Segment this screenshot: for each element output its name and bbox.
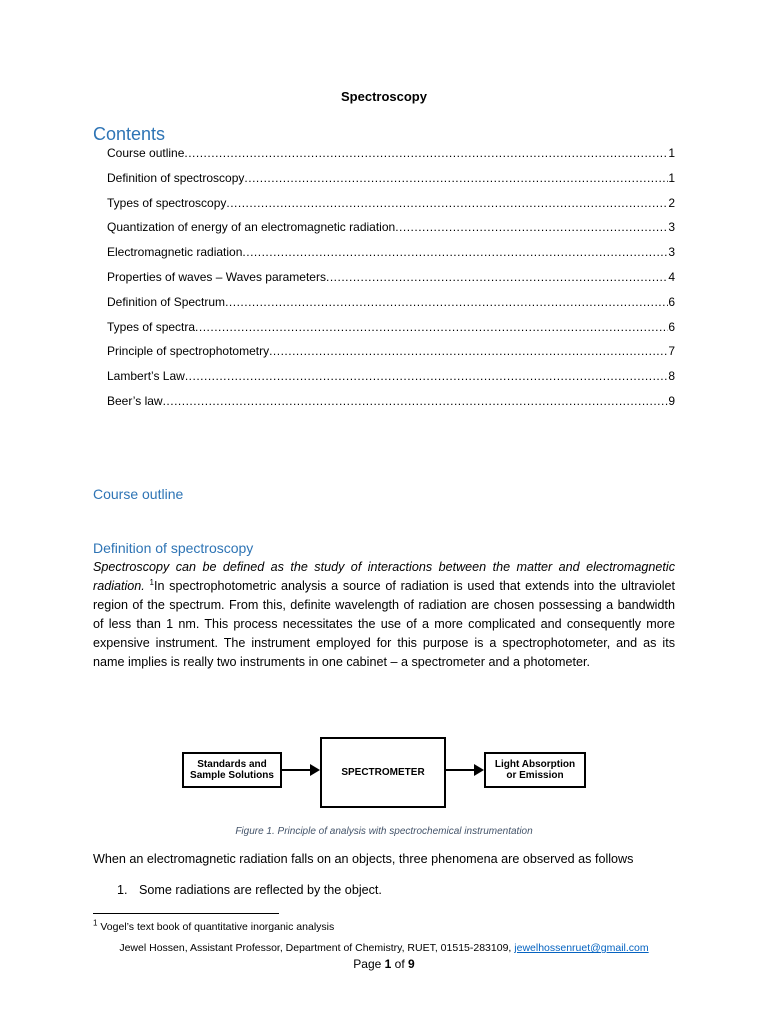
definition-paragraph — [93, 558, 675, 672]
toc-entry-beers-law[interactable]: Beer’s law ..... 9 — [107, 394, 675, 419]
table-of-contents — [107, 146, 675, 419]
page-number: Page 1 of 9 — [353, 957, 415, 971]
toc-entry-definition-of-spectrum[interactable]: Definition of Spectrum ..... 6 — [107, 295, 675, 320]
definition-italic-lead: Spectroscopy can be defined as the study of interactions between the matter and electromagnetic radiation. — [93, 560, 675, 593]
footnote-text: Vogel’s text book of quantitative inorganic analysis — [97, 921, 335, 933]
toc-entry-types-of-spectroscopy[interactable]: Types of spectroscopy ..... 2 — [107, 196, 675, 221]
diagram-arrow-1 — [282, 769, 318, 771]
list-item — [117, 883, 382, 897]
toc-entry-principle[interactable]: Principle of spectrophotometry ..... 7 — [107, 344, 675, 369]
phenomena-intro: When an electromagnetic radiation falls on an objects, three phenomena are observed as follows — [93, 852, 634, 866]
footer-email-link[interactable]: jewelhossenruet@gmail.com — [514, 942, 649, 954]
diagram-box-input: Standards and Sample Solutions — [182, 752, 282, 788]
toc-entry-lamberts-law[interactable]: Lambert’s Law ..... 8 — [107, 369, 675, 394]
figure-caption: Figure 1. Principle of analysis with spectrochemical instrumentation — [235, 826, 533, 837]
section-heading-course-outline: Course outline — [93, 486, 184, 502]
figure-spectrometer-diagram — [178, 732, 590, 812]
toc-entry-course-outline[interactable]: Course outline ..... 1 — [107, 146, 675, 171]
page-footer — [0, 942, 768, 954]
footnote-separator — [93, 913, 279, 914]
footnote-reference[interactable]: 1 — [149, 577, 154, 587]
footnote — [93, 918, 335, 933]
toc-entry-definition[interactable]: Definition of spectroscopy ..... 1 — [107, 171, 675, 196]
definition-body: In spectrophotometric analysis a source of radiation is used that extends into the ultraviolet region of the spectrum. From this, definite wavelength of radiation are chosen possessing a bandwidth of less than 1 nm. This process necessitates the use of a more complicated and consequently more expensive instrument. The instrument employed for this purpose is a spectrophotometer, and as its name implies is really two instruments in one cabinet – a spectrometer and a photometer. — [93, 579, 675, 669]
list-item-text: Some radiations are reflected by the object. — [139, 883, 382, 897]
footnote-mark: 1 — [93, 918, 98, 928]
toc-entry-quantization[interactable]: Quantization of energy of an electromagnetic radiation ..... 3 — [107, 220, 675, 245]
document-title: Spectroscopy — [341, 89, 427, 104]
section-heading-definition: Definition of spectroscopy — [93, 540, 254, 556]
toc-entry-properties-of-waves[interactable]: Properties of waves – Waves parameters ..... 4 — [107, 270, 675, 295]
diagram-arrow-2 — [446, 769, 482, 771]
diagram-box-output: Light Absorption or Emission — [484, 752, 586, 788]
footer-author-line: Jewel Hossen, Assistant Professor, Department of Chemistry, RUET, 01515-283109, — [119, 942, 512, 954]
toc-entry-em-radiation[interactable]: Electromagnetic radiation ..... 3 — [107, 245, 675, 270]
list-item-number: 1. — [117, 883, 128, 897]
toc-entry-types-of-spectra[interactable]: Types of spectra ..... 6 — [107, 320, 675, 345]
contents-heading: Contents — [93, 124, 166, 144]
diagram-box-spectrometer: SPECTROMETER — [320, 737, 446, 808]
